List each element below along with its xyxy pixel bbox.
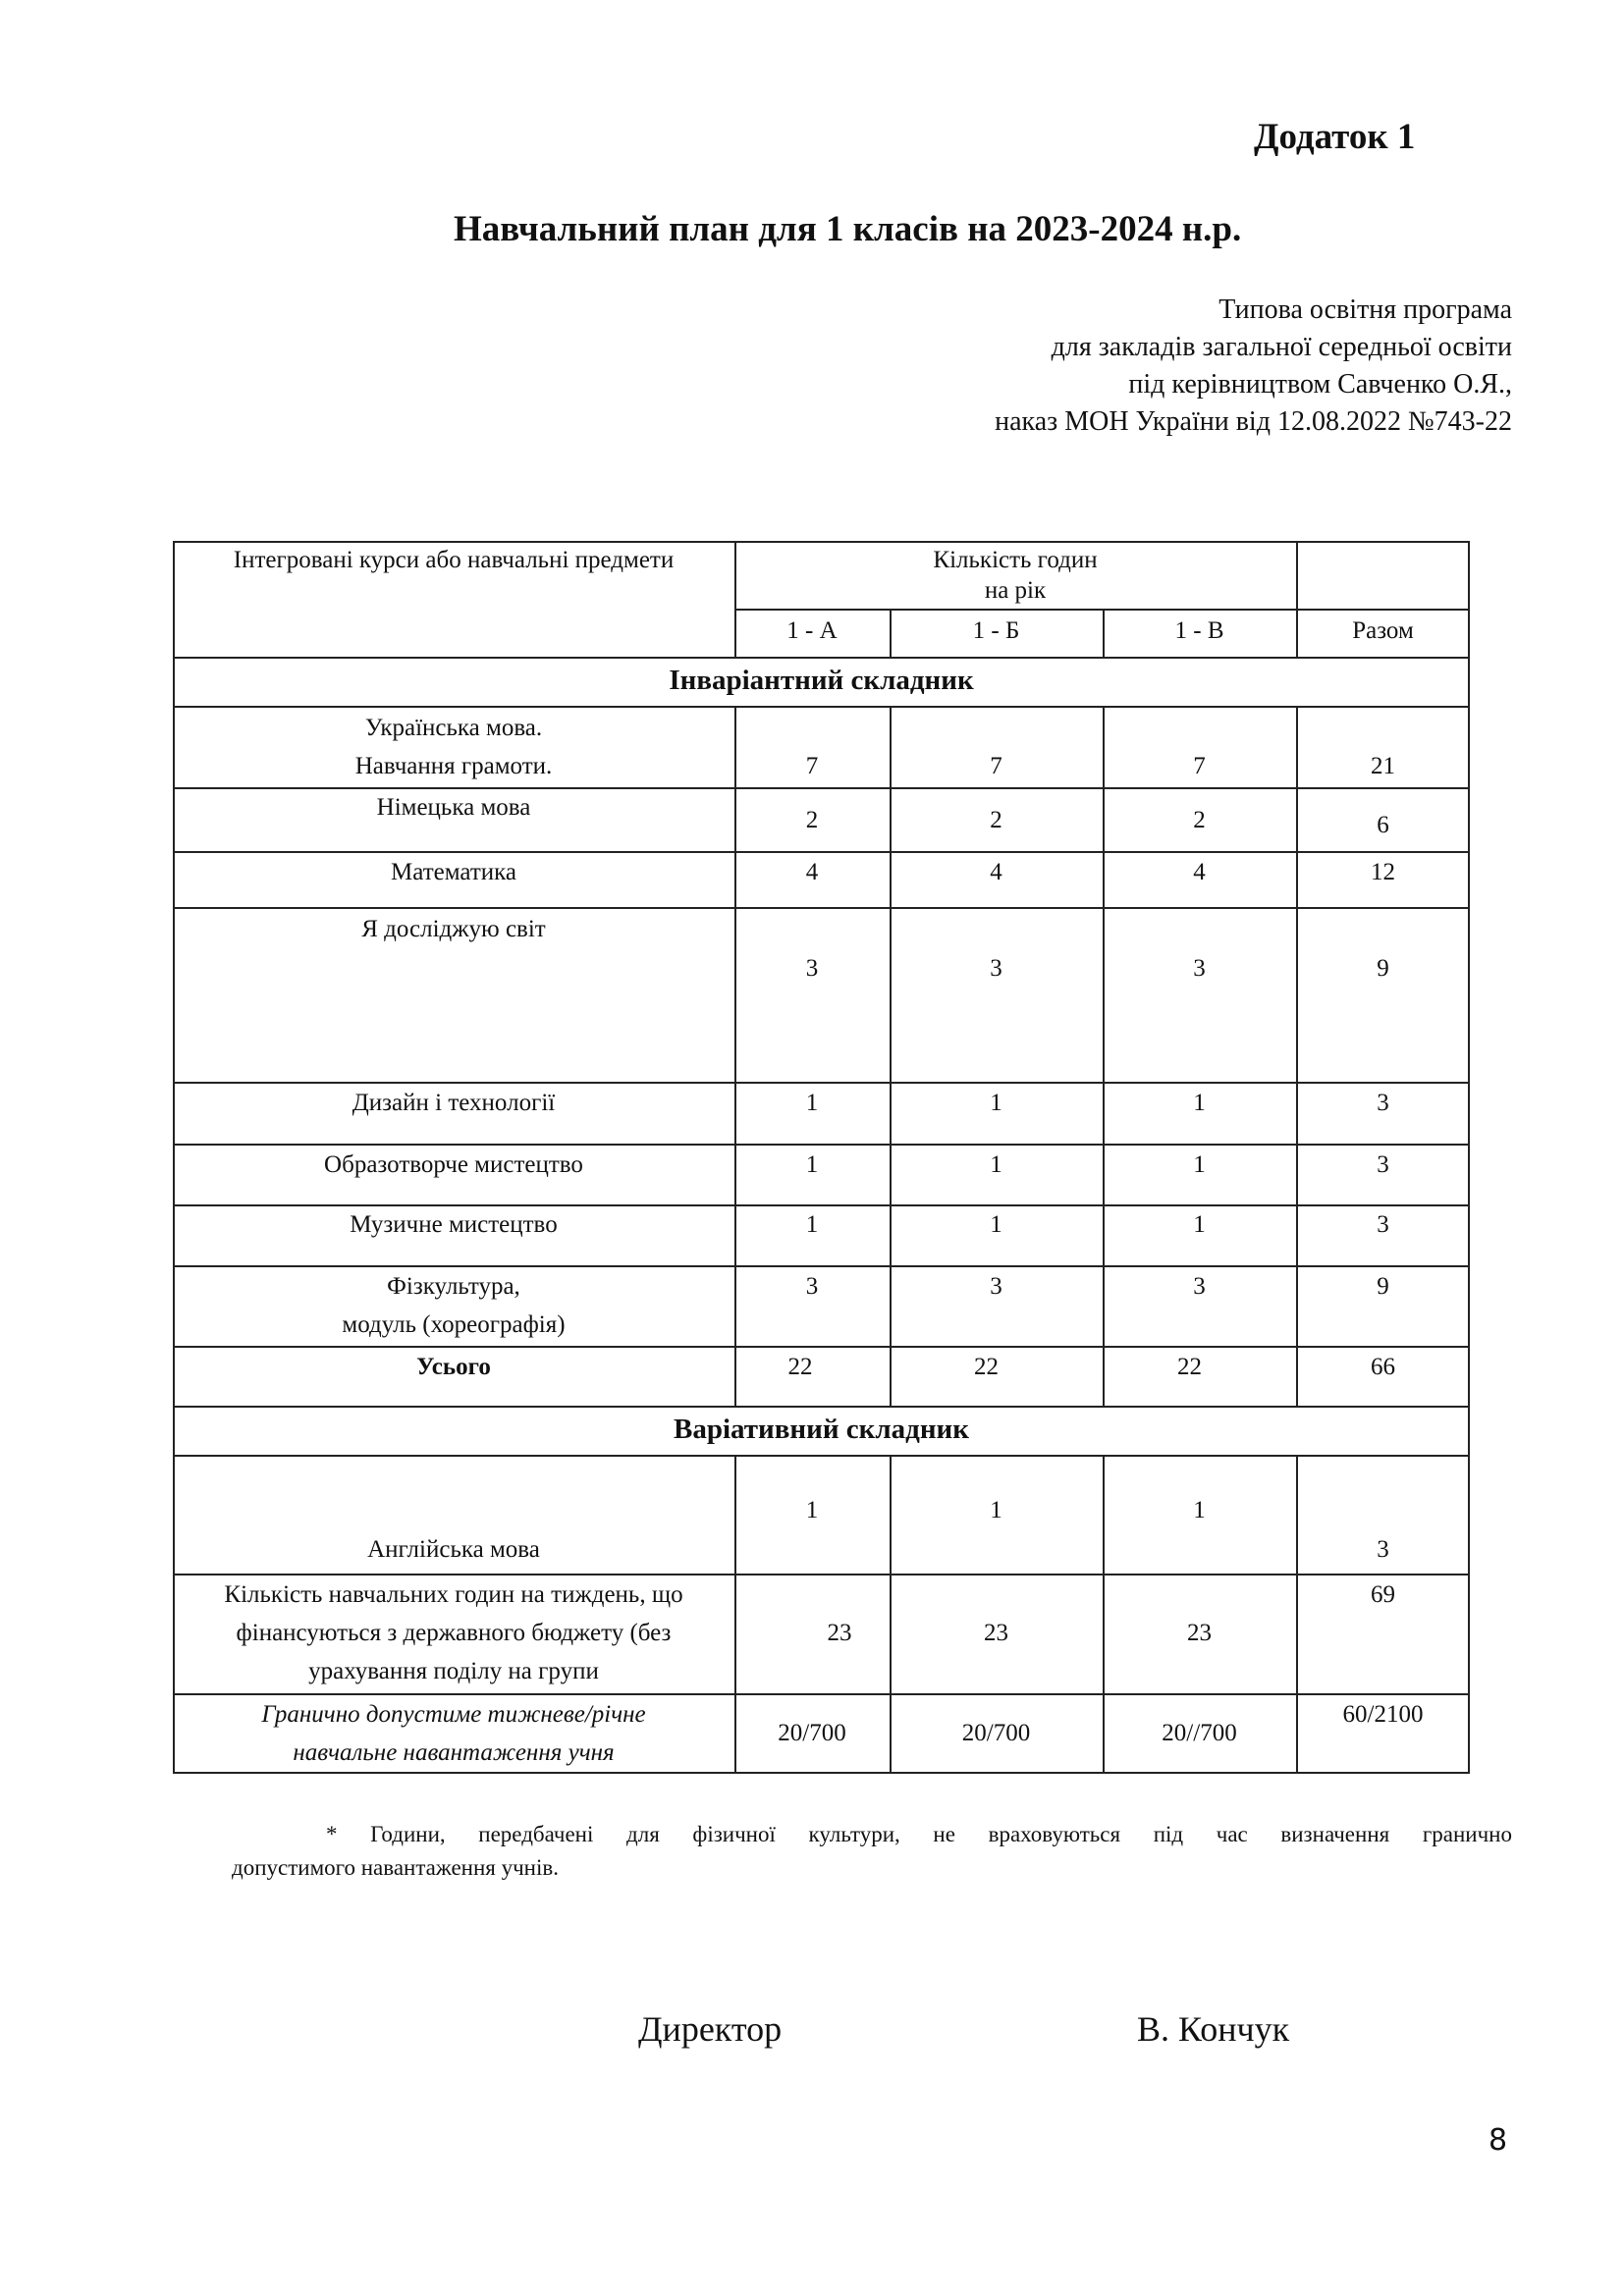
row-subject: Німецька мова: [376, 794, 531, 821]
cell-v: 1: [1193, 1497, 1206, 1523]
col-header-hours-line: Кількість годин: [933, 547, 1098, 573]
cell-total: 3: [1377, 1211, 1389, 1238]
curriculum-table: [173, 541, 1470, 1773]
program-reference: [995, 292, 1512, 441]
col-header-subject: Інтегровані курси або навчальні предмети: [233, 547, 675, 573]
subject-line: Українська мова.: [364, 715, 543, 741]
cell-v: 4: [1193, 859, 1206, 885]
cell-v: 1: [1193, 1211, 1206, 1238]
program-line: для закладів загальної середньої освіти: [1051, 332, 1512, 362]
cell-a: 1: [805, 1090, 819, 1116]
cell-v: 23: [1187, 1620, 1212, 1646]
signature-name: В. Кончук: [1137, 2009, 1290, 2049]
cell-b: 1: [990, 1151, 1002, 1178]
row-subject: [173, 709, 734, 785]
page-title: Навчальний план для 1 класів на 2023-2024 н.р.: [454, 209, 1242, 249]
cell-b: 2: [990, 807, 1002, 833]
cell-v: 20//700: [1162, 1720, 1237, 1746]
subject-line: Фізкультура,: [387, 1273, 520, 1300]
subject-line: Навчання грамоти.: [354, 753, 553, 779]
footnote-line: * Години, передбачені для фізичної культури, не враховуються під час визначення гранично: [326, 1822, 1512, 1846]
row-subject: [173, 1575, 734, 1690]
subject-line: урахування поділу на групи: [308, 1658, 599, 1684]
cell-a: 1: [805, 1151, 819, 1178]
cell-b: 1: [990, 1211, 1002, 1238]
cell-a: 4: [805, 859, 819, 885]
cell-total: 60/2100: [1342, 1701, 1424, 1728]
page-number: 8: [1489, 2123, 1508, 2158]
row-subject: Музичне мистецтво: [350, 1211, 558, 1238]
cell-a: 1: [805, 1211, 819, 1238]
program-line: наказ МОН України від 12.08.2022 №743-22: [995, 406, 1512, 437]
cell-total: 3: [1377, 1536, 1389, 1563]
col-header-hours: [734, 541, 1296, 610]
cell-total: 3: [1377, 1090, 1389, 1116]
footnote-line: допустимого навантаження учнів.: [232, 1855, 559, 1880]
cell-total: 3: [1377, 1151, 1389, 1178]
row-subject: Математика: [391, 859, 516, 885]
cell-v: 2: [1193, 807, 1206, 833]
cell-v: 3: [1193, 955, 1206, 982]
cell-a: 20/700: [778, 1720, 846, 1746]
cell-b: 7: [990, 753, 1002, 779]
cell-a: 23: [827, 1620, 852, 1646]
cell-a: 1: [805, 1497, 819, 1523]
cell-b: 1: [990, 1497, 1002, 1523]
cell-total: 9: [1377, 955, 1389, 982]
subject-line: модуль (хореографія): [342, 1311, 566, 1338]
row-subject: [173, 1695, 734, 1772]
cell-v: 3: [1193, 1273, 1206, 1300]
col-header-class-a: 1 - А: [786, 617, 838, 644]
cell-a: 3: [805, 1273, 819, 1300]
subject-line: Гранично допустиме тижневе/річне: [261, 1701, 646, 1728]
col-header-hours-line: на рік: [984, 577, 1047, 604]
cell-b: 3: [990, 955, 1002, 982]
row-subject: [173, 1267, 734, 1344]
cell-a: 3: [805, 955, 819, 982]
cell-b: 1: [990, 1090, 1002, 1116]
section-invariant: Інваріантний складник: [669, 665, 974, 696]
cell-total: 9: [1377, 1273, 1389, 1300]
subject-line: навчальне навантаження учня: [293, 1739, 615, 1766]
row-subject: Англійська мова: [367, 1536, 540, 1563]
footnote: [232, 1818, 1512, 1885]
section-variative: Варіативний складник: [674, 1414, 969, 1445]
row-subject-total: Усього: [416, 1354, 491, 1380]
cell-a: 2: [805, 807, 819, 833]
row-subject: Я досліджую світ: [361, 916, 546, 942]
cell-total: 12: [1371, 859, 1395, 885]
cell-total: 21: [1371, 753, 1395, 779]
cell-total: 6: [1377, 812, 1389, 838]
cell-b: 4: [990, 859, 1002, 885]
cell-b: 3: [990, 1273, 1002, 1300]
col-header-total: Разом: [1352, 617, 1414, 644]
cell-v: 1: [1193, 1090, 1206, 1116]
cell-v: 1: [1193, 1151, 1206, 1178]
cell-b: 22: [974, 1354, 999, 1380]
cell-v: 22: [1177, 1354, 1202, 1380]
program-line: під керівництвом Савченко О.Я.,: [1128, 369, 1512, 400]
cell-b: 23: [984, 1620, 1008, 1646]
col-header-class-v: 1 - В: [1174, 617, 1224, 644]
cell-v: 7: [1193, 753, 1206, 779]
subject-line: Кількість навчальних годин на тиждень, що: [224, 1581, 683, 1608]
cell-a: 22: [787, 1354, 813, 1380]
program-line: Типова освітня програма: [1218, 294, 1512, 325]
cell-total: 66: [1371, 1354, 1395, 1380]
appendix-label: Додаток 1: [1254, 117, 1416, 157]
cell-b: 20/700: [961, 1720, 1031, 1746]
subject-line: фінансуються з державного бюджету (без: [236, 1620, 672, 1646]
cell-a: 7: [805, 753, 819, 779]
row-subject: Дизайн і технології: [352, 1090, 556, 1116]
row-subject: Образотворче мистецтво: [324, 1151, 583, 1178]
col-header-class-b: 1 - Б: [972, 617, 1020, 644]
cell-total: 69: [1371, 1581, 1395, 1608]
signature-title: Директор: [638, 2009, 783, 2049]
